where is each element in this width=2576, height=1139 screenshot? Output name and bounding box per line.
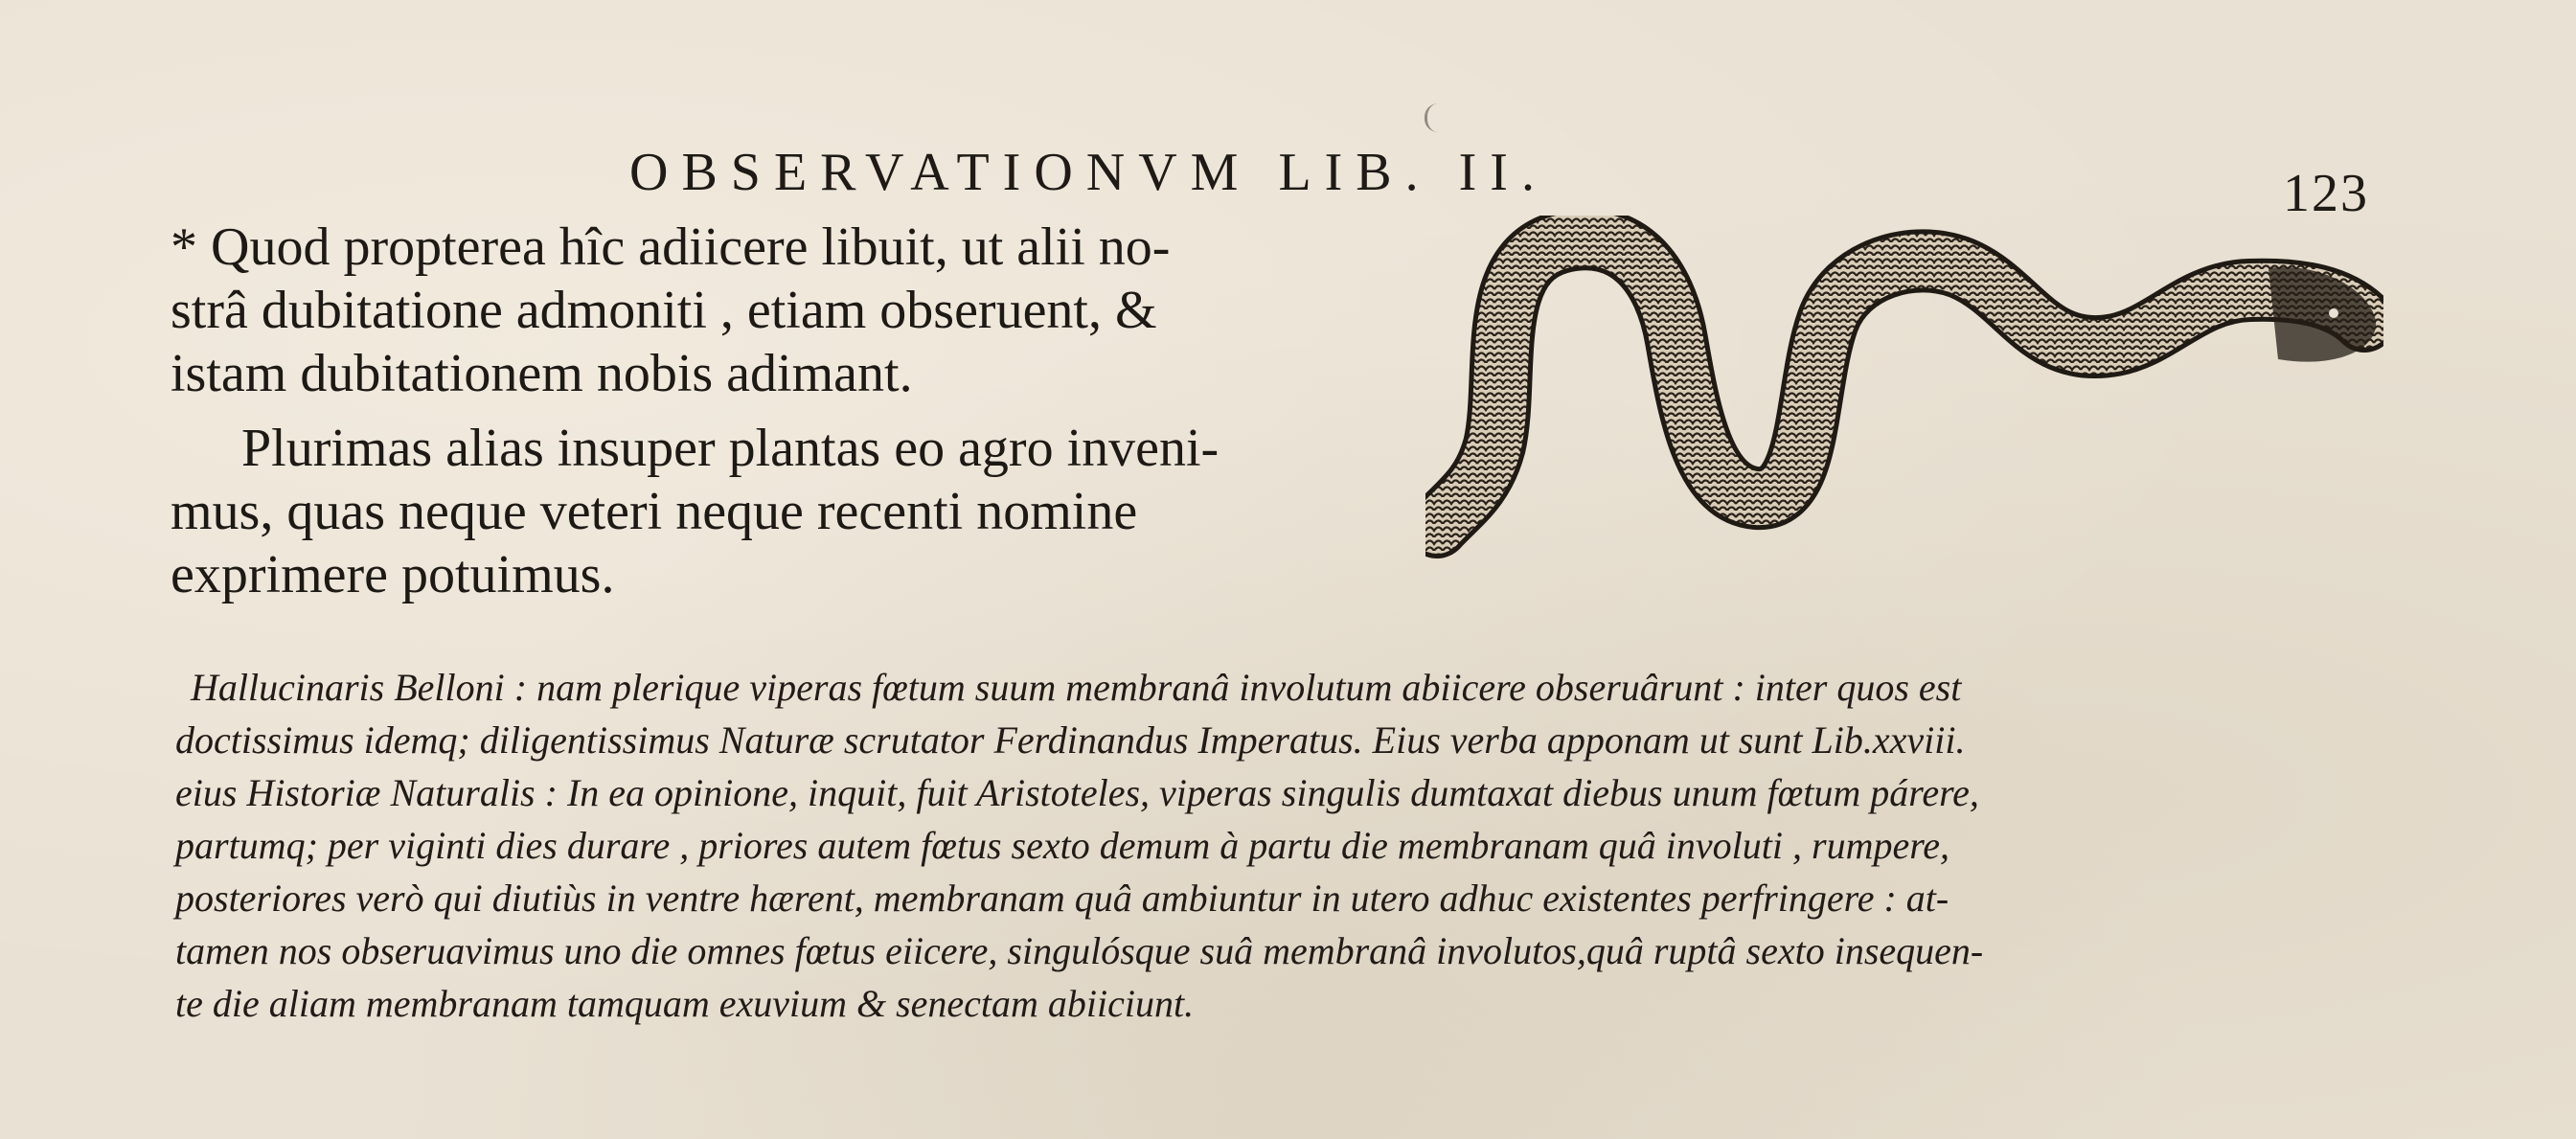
- text-line: mus, quas neque veteri neque recenti nomine: [171, 482, 1138, 541]
- ink-mark: [1425, 103, 1441, 132]
- text-line: strâ dubitatione admoniti , etiam obseruent, &: [171, 281, 1157, 340]
- snake-woodcut-icon: [1425, 216, 2383, 608]
- main-text-block: [171, 216, 1378, 606]
- text-line: exprimere potuimus.: [171, 545, 615, 604]
- annotation-line: partumq; per viginti dies durare , priores autem fœtus sexto demum à partu die membranam quâ involuti , rumpere,: [175, 824, 1950, 867]
- annotation-line: te die aliam membranam tamquam exuvium & senectam abiiciunt.: [175, 982, 1195, 1025]
- page-number: 123: [2283, 164, 2369, 223]
- annotation-block: [175, 661, 2398, 1030]
- text-line: * Quod propterea hîc adiicere libuit, ut alii no-: [171, 217, 1171, 277]
- text-line: istam dubitationem nobis adimant.: [171, 344, 913, 403]
- annotation-line: eius Historiæ Naturalis : In ea opinione, inquit, fuit Aristoteles, viperas singulis dumtaxat diebus unum fœtum párere,: [175, 771, 1979, 814]
- annotation-line: posteriores verò qui diutiùs in ventre hærent, membranam quâ ambiuntur in utero adhuc existentes perfringere : at-: [175, 877, 1949, 920]
- running-head: OBSERVATIONVM LIB. II.: [629, 143, 1548, 202]
- annotation-line: doctissimus idemq; diligentissimus Naturæ scrutator Ferdinandus Imperatus. Eius verba apponam ut sunt Lib.xxviii.: [175, 718, 1966, 762]
- annotation-line: Hallucinaris Belloni : nam plerique viperas fœtum suum membranâ involutum abiicere obseruârunt : inter quos est: [191, 666, 1962, 709]
- text-line: Plurimas alias insuper plantas eo agro inveni-: [241, 419, 1220, 478]
- annotation-line: tamen nos obseruavimus uno die omnes fœtus eiicere, singulósque suâ membranâ involutos,quâ ruptâ sexto insequen-: [175, 929, 1984, 972]
